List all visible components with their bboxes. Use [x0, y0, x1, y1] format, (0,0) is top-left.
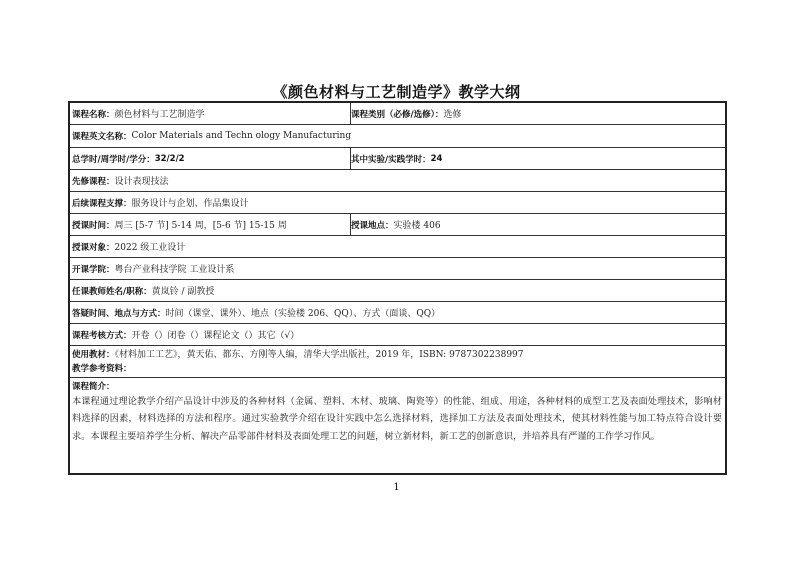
hours-label: 总学时/周学时/学分： — [72, 154, 155, 165]
row-course-name — [70, 103, 725, 125]
syllabus-table — [68, 101, 727, 475]
lab-hours-label: 其中实验/实践学时： — [351, 154, 431, 165]
location-value: 实验楼 406 — [393, 221, 441, 231]
references-label: 教学参考资料： — [72, 364, 132, 374]
teacher-value: 黄岚铃 / 副教授 — [151, 287, 215, 297]
intro-label: 课程简介： — [72, 382, 115, 392]
course-name-value: 颜色材料与工艺制造学 — [114, 110, 205, 120]
college-value: 粤台产业科技学院 工业设计系 — [114, 265, 235, 275]
follow-up-value: 服务设计与企划、作品集设计 — [131, 199, 249, 209]
follow-up-label: 后续课程支撑： — [72, 198, 132, 209]
office-hours-label: 答疑时间、地点与方式： — [72, 308, 166, 319]
prerequisite-label: 先修课程： — [72, 176, 115, 187]
page-number: 1 — [393, 482, 400, 493]
row-schedule — [70, 214, 725, 236]
course-name-label: 课程名称： — [72, 109, 115, 120]
prerequisite-value: 设计表现技法 — [114, 177, 169, 187]
office-hours-value: 时间（课堂、课外）、地点（实验楼 206、QQ）、方式（面谈、QQ） — [165, 309, 441, 319]
english-name-label: 课程英文名称： — [72, 132, 132, 142]
textbook-value: 《材料加工工艺》，黄天佑、都东、方刚等人编，清华大学出版社，2019 年，ISBN: 9787302238997 — [114, 350, 524, 360]
english-name-value: Color Materials and Techn ology Manufacturing — [131, 131, 352, 141]
row-office-hours — [70, 302, 725, 324]
row-english-name — [70, 125, 725, 148]
row-intro — [70, 378, 725, 475]
assessment-value: 开卷（）闭卷（）课程论文（）其它（√） — [131, 331, 300, 341]
row-audience — [70, 236, 725, 258]
row-teacher — [70, 280, 725, 302]
course-type-value: 选修 — [443, 110, 462, 120]
row-prerequisite — [70, 170, 725, 192]
college-label: 开课学院： — [72, 264, 115, 275]
lab-hours-value: 24 — [430, 153, 443, 164]
row-assessment — [70, 324, 725, 346]
schedule-label: 授课时间： — [72, 220, 115, 231]
schedule-value: 周三 [5-7 节] 5-14 周，[5-6 节] 15-15 周 — [114, 221, 287, 231]
course-type-label: 课程类别（必修/选修）： — [351, 109, 444, 120]
hours-value: 32/2/2 — [154, 153, 185, 164]
row-follow-up — [70, 192, 725, 214]
teacher-label: 任课教师姓名/职称： — [72, 286, 152, 297]
audience-label: 授课对象： — [72, 242, 115, 253]
document-title: 《颜色材料与工艺制造学》教学大纲 — [272, 83, 521, 101]
assessment-label: 课程考核方式： — [72, 330, 132, 341]
audience-value: 2022 级工业设计 — [114, 243, 186, 253]
row-hours — [70, 148, 725, 170]
intro-text: 本课程通过理论教学介绍产品设计中涉及的各种材料（金属、塑料、木材、玻璃、陶瓷等）的性能、组成、用途，各种材料的成型工艺及表面处理技术，影响材料选择的因素，材料选择的方法和程序。通过实验教学介绍在设计实践中怎么选择材料，选择加工方法及表面处理技术，使其材料性能与加工特点符合设计要求。本课程主要培养学生分析、解决产品零部件材料及表面处理工艺的问题，树立新材料，新工艺的创新意识，并培养具有严谨的工作学习作风。 — [72, 396, 722, 442]
location-label: 授课地点： — [351, 220, 394, 231]
textbook-label: 使用教材： — [72, 350, 115, 360]
row-textbook — [70, 346, 725, 378]
row-college — [70, 258, 725, 280]
